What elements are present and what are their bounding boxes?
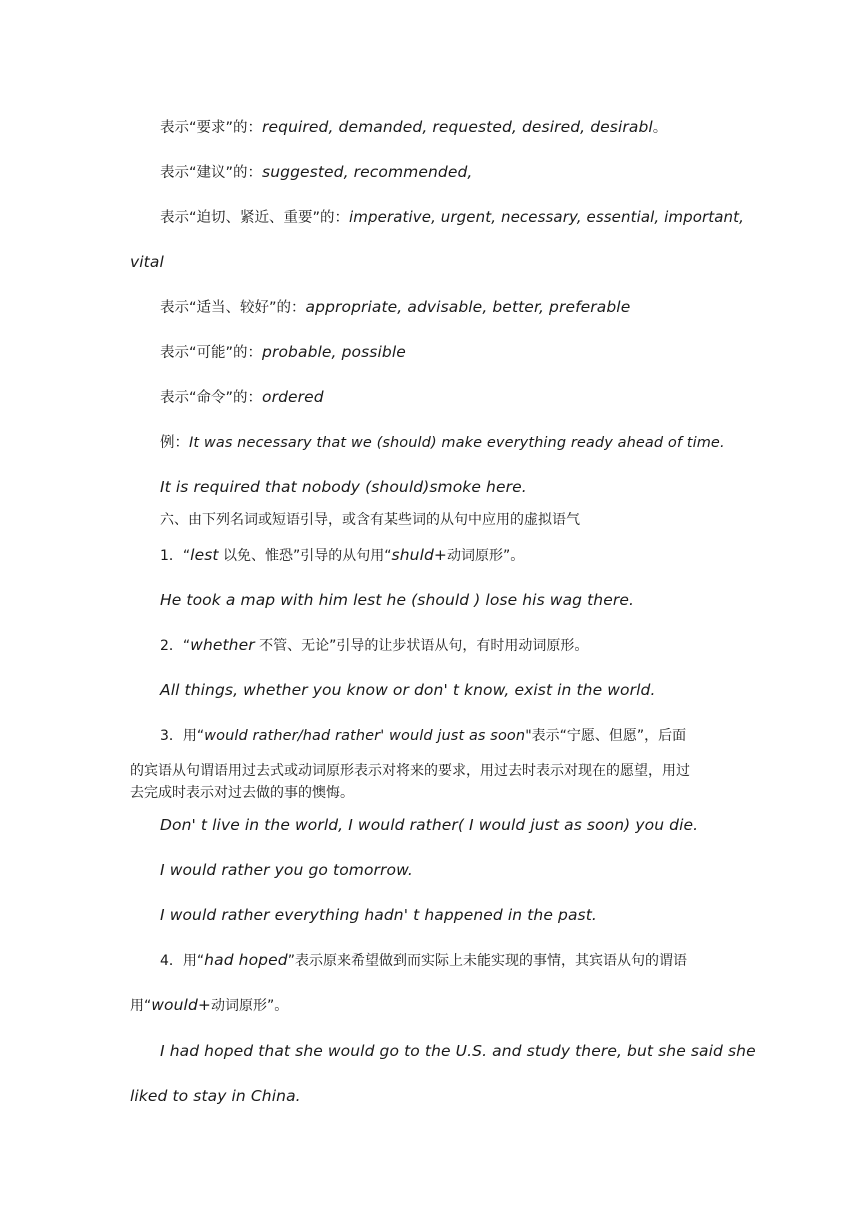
text-line: I would rather you go tomorrow. <box>160 861 413 879</box>
text-line: 用“would+动词原形”。 <box>130 996 289 1014</box>
text-line: 4．用“had hoped”表示原来希望做到而实际上未能实现的事情，其宾语从句的谓语 <box>160 951 687 969</box>
text-line: liked to stay in China. <box>130 1087 301 1105</box>
text-line: 表示“建议”的：suggested, recommended, <box>160 163 473 181</box>
text-line: He took a map with him lest he (should ) lose his wag there. <box>160 591 635 609</box>
text-line: I had hoped that she would go to the U.S. and study there, but she said she <box>160 1042 756 1060</box>
text-line: 表示“可能”的：probable, possible <box>160 343 406 361</box>
text-line: I would rather everything hadn' t happened in the past. <box>160 906 597 924</box>
text-line: Don' t live in the world, I would rather( I would just as soon) you die. <box>160 816 699 834</box>
text-line: All things, whether you know or don' t know, exist in the world. <box>160 681 656 699</box>
text-line: 表示“适当、较好”的：appropriate, advisable, better, preferable <box>160 298 631 316</box>
text-line: 3．用“would rather/had rather' would just as soon"表示“宁愿、但愿”，后面 <box>160 728 687 744</box>
text-line: 1．“lest 以免、惟恐”引导的从句用“shuld+动词原形”。 <box>160 546 525 564</box>
text-line: 表示“命令”的：ordered <box>160 388 324 406</box>
text-line: 2．“whether 不管、无论”引导的让步状语从句，有时用动词原形。 <box>160 636 589 654</box>
text-line: 的宾语从句谓语用过去式或动词原形表示对将来的要求，用过去时表示对现在的愿望，用过 <box>130 763 690 779</box>
text-line: 例：It was necessary that we (should) make everything ready ahead of time. <box>160 435 725 451</box>
text-line: 去完成时表示对过去做的事的懊悔。 <box>130 785 354 801</box>
text-line: vital <box>130 253 164 271</box>
text-line: 表示“要求”的：required, demanded, requested, desired, desirabl。 <box>160 118 668 136</box>
text-line: It is required that nobody (should)smoke here. <box>160 478 527 496</box>
section-heading: 六、由下列名词或短语引导，或含有某些词的从句中应用的虚拟语气 <box>160 512 580 528</box>
text-line: 表示“迫切、紧近、重要”的：imperative, urgent, necessary, essential, important, <box>160 208 745 226</box>
